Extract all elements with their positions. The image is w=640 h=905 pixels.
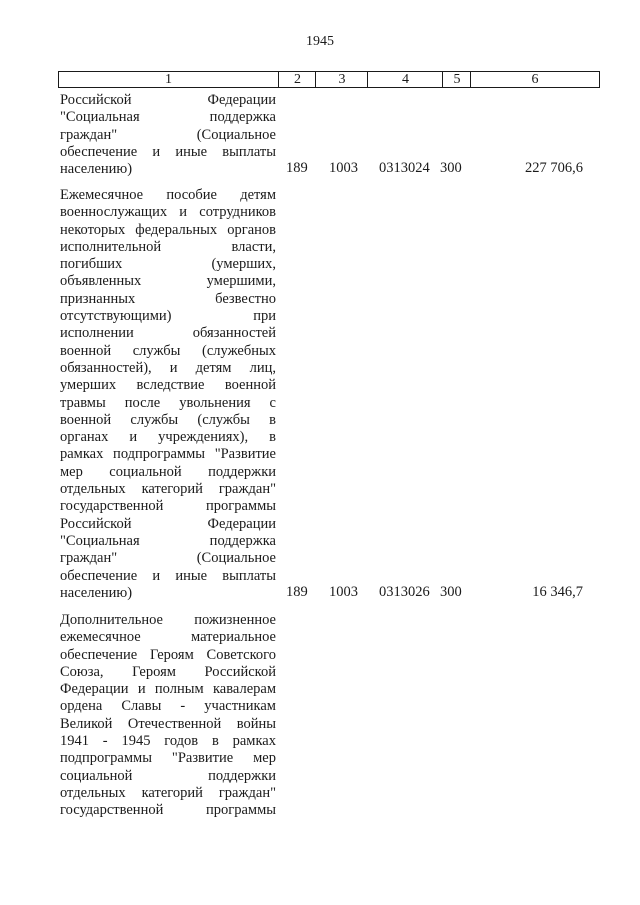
description-line: погибших (умерших, [60,256,276,273]
description-line: населению) [60,161,133,178]
header-col-4: 4 [367,72,443,87]
description-line: отдельных категорий граждан" [60,784,276,801]
description-line: обеспечение и иные выплаты [60,567,276,584]
description-line: 1941 - 1945 годов в рамках [60,733,276,750]
description-line: органах и учреждениях), в [60,429,276,446]
description-line: рамках подпрограммы "Развитие [60,446,276,463]
description-line: травмы после увольнения с [60,394,276,411]
article-code: 0313026 [379,584,430,600]
header-col-2: 2 [278,72,316,87]
header-col-1: 1 [165,72,172,87]
description-line: исполнении обязанностей [60,325,276,342]
description-line: ежемесячное материальное [60,629,276,646]
description-line: исполнительной власти, [60,238,276,255]
description-line: мер социальной поддержки [60,463,276,480]
description-line: Федерации и полным кавалерам [60,681,276,698]
article-code: 0313024 [379,160,430,176]
description-line: "Социальная поддержка [60,532,276,549]
page-number: 1945 [306,34,334,49]
description-line: признанных безвестно [60,290,276,307]
description-line: обеспечение Героям Советского [60,646,276,663]
amount-value: 227 706,6 [525,160,583,176]
description-line: отдельных категорий граждан" [60,481,276,498]
description-line: Российской Федерации [60,92,276,108]
row-description [60,92,276,178]
description-line: социальной поддержки [60,767,276,784]
section-code: 1003 [329,584,358,600]
description-line: Дополнительное пожизненное [60,612,276,628]
description-line: государственной программы [60,802,276,819]
description-line: ордена Славы - участникам [60,698,276,715]
description-line: умерших вследствие военной [60,377,276,394]
description-line: государственной программы [60,498,276,515]
row-description [60,612,276,820]
description-line: отсутствующими) при [60,308,276,325]
description-line: граждан" (Социальное [60,550,276,567]
row-description [60,187,276,602]
description-line: Союза, Героям Российской [60,663,276,680]
description-line: Ежемесячное пособие детям [60,187,276,203]
ministry-code: 189 [286,584,308,600]
section-code: 1003 [329,160,358,176]
expense-type-code: 300 [440,160,462,176]
header-col-6: 6 [470,72,599,87]
description-line: "Социальная поддержка [60,109,276,126]
description-line: объявленных умершими, [60,273,276,290]
amount-value: 16 346,7 [532,584,583,600]
description-line: обеспечение и иные выплаты [60,143,276,160]
description-line: военной службы (службы в [60,411,276,428]
description-line: граждан" (Социальное [60,126,276,143]
description-line: Российской Федерации [60,515,276,532]
header-col-5: 5 [442,72,471,87]
ministry-code: 189 [286,160,308,176]
description-line: подпрограммы "Развитие мер [60,750,276,767]
table-header-row [58,71,600,88]
expense-type-code: 300 [440,584,462,600]
description-line: военнослужащих и сотрудников [60,204,276,221]
description-line: Великой Отечественной войны [60,715,276,732]
description-line: некоторых федеральных органов [60,221,276,238]
description-line: обязанностей), и детям лиц, [60,359,276,376]
header-col-3: 3 [315,72,368,87]
description-line: военной службы (служебных [60,342,276,359]
description-line: населению) [60,584,133,601]
